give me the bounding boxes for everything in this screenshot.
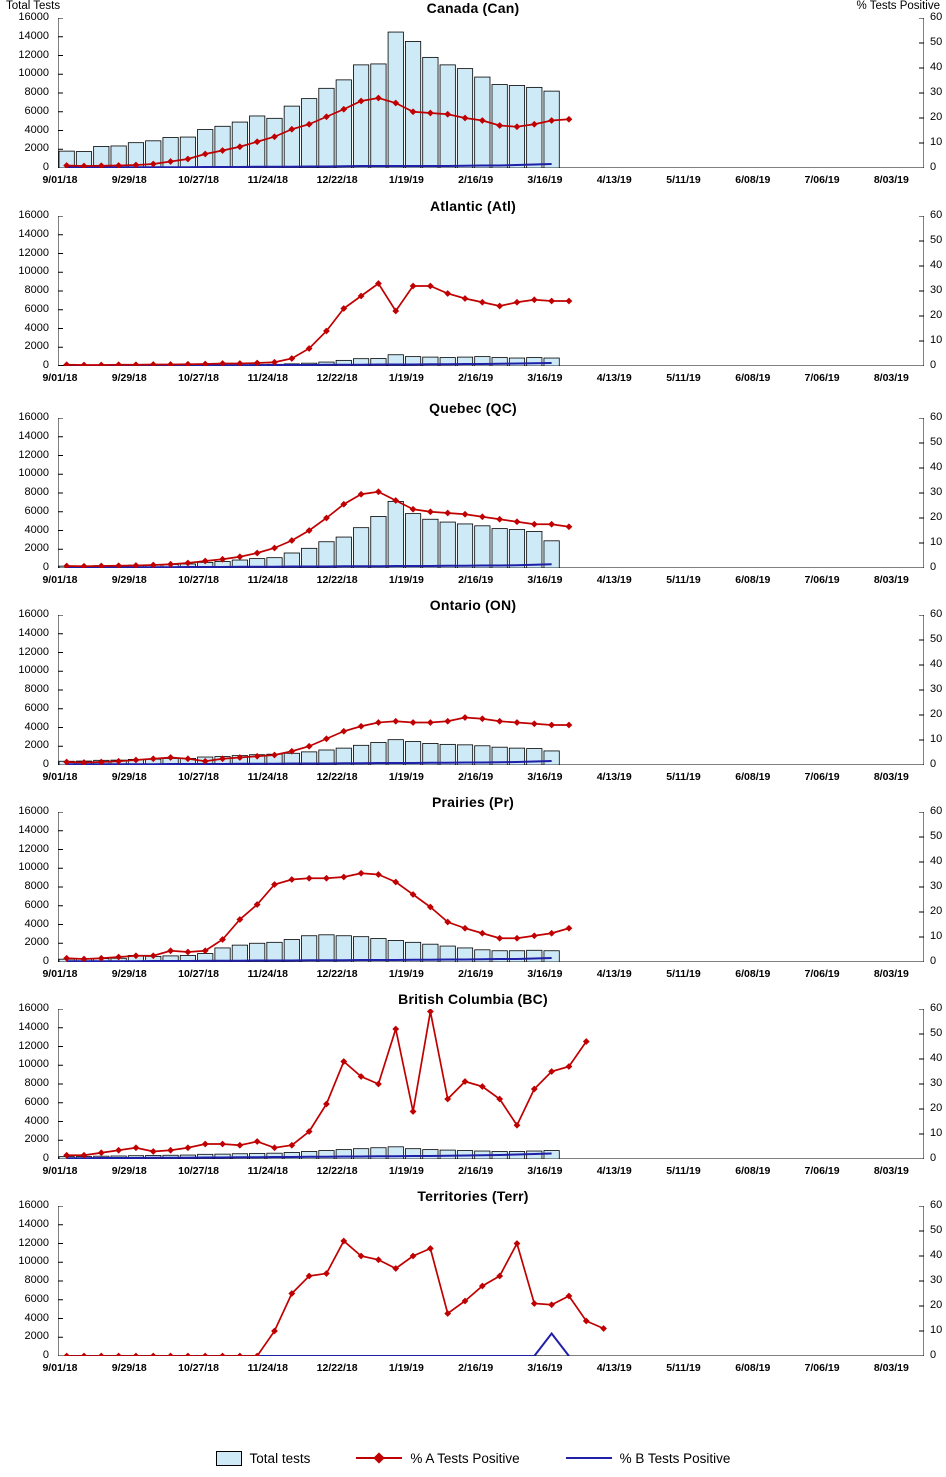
x-axis-tick: 12/22/18 (316, 372, 358, 384)
x-axis-tick: 2/16/19 (458, 968, 494, 980)
x-axis-tick: 9/29/18 (111, 372, 147, 384)
y-axis-left-tick: 16000 (18, 11, 49, 23)
x-axis-tick: 1/19/19 (388, 771, 424, 783)
y-axis-left-tick: 16000 (18, 805, 49, 817)
x-axis-tick: 9/29/18 (111, 968, 147, 980)
x-axis-tick: 4/13/19 (596, 968, 632, 980)
y-axis-right-tick: 60 (930, 209, 943, 221)
y-axis-left-tick: 10000 (18, 67, 49, 80)
x-axis-tick: 2/16/19 (458, 1362, 494, 1374)
y-axis-left-tick: 0 (42, 1152, 49, 1164)
x-axis-tick: 9/29/18 (111, 1165, 147, 1177)
y-axis-left-tick: 0 (42, 955, 49, 967)
x-axis-tick: 2/16/19 (458, 372, 494, 384)
x-axis-tick: 9/29/18 (111, 574, 147, 586)
x-axis-tick: 10/27/18 (178, 574, 219, 586)
x-axis-tick: 5/11/19 (666, 174, 701, 186)
x-axis-tick: 6/08/19 (735, 1362, 771, 1374)
y-axis-right-tick: 50 (930, 36, 943, 48)
legend-label: Total tests (249, 1450, 311, 1466)
x-axis-tick: 9/29/18 (111, 771, 147, 783)
panel-title: Atlantic (Atl) (429, 198, 516, 214)
x-axis-tick: 7/06/19 (804, 174, 840, 186)
y-axis-right-tick: 40 (930, 461, 943, 473)
panel-territories (0, 1188, 946, 1386)
y-axis-right-tick: 60 (930, 1002, 943, 1014)
legend-label: % B Tests Positive (619, 1450, 731, 1466)
y-axis-left-tick: 6000 (24, 1095, 49, 1108)
x-axis-tick: 9/01/18 (42, 771, 78, 783)
y-axis-left-tick: 16000 (18, 1002, 49, 1014)
plot-area (58, 1206, 924, 1356)
x-axis-tick: 6/08/19 (735, 1165, 771, 1177)
line-marker-swatch-icon (356, 1452, 402, 1464)
y-axis-left-tick: 14000 (18, 29, 49, 42)
x-axis-tick: 12/22/18 (316, 1362, 358, 1374)
y-axis-left-tick: 16000 (18, 608, 49, 620)
y-axis-left-tick: 6000 (24, 504, 49, 517)
legend-label: % A Tests Positive (410, 1450, 520, 1466)
x-axis-tick: 1/19/19 (388, 574, 424, 586)
y-axis-left-tick: 14000 (18, 823, 49, 836)
y-axis-right-tick: 20 (930, 1102, 943, 1114)
x-axis-tick: 5/11/19 (666, 1165, 701, 1177)
y-axis-right-tick: 0 (930, 1349, 937, 1361)
x-axis-tick: 6/08/19 (735, 174, 771, 186)
x-axis-tick: 11/24/18 (247, 174, 288, 186)
x-axis-tick: 12/22/18 (316, 771, 358, 783)
chart-legend (0, 1443, 946, 1473)
y-axis-left-tick: 8000 (24, 880, 49, 892)
y-axis-right-tick: 30 (930, 683, 943, 695)
legend-item-total-tests (216, 1451, 311, 1466)
y-axis-left-tick: 12000 (18, 1236, 49, 1249)
y-axis-left-tick: 4000 (24, 1114, 49, 1127)
y-axis-right-tick: 10 (930, 136, 943, 148)
y-axis-left-tick: 6000 (24, 1292, 49, 1305)
y-axis-left-tick: 10000 (18, 467, 49, 480)
y-axis-left-tick: 12000 (18, 246, 49, 259)
y-axis-right-tick: 60 (930, 1199, 943, 1211)
x-axis-tick: 5/11/19 (666, 968, 701, 980)
y-axis-left-tick: 2000 (24, 1330, 49, 1343)
panel-quebec (0, 400, 946, 598)
y-axis-left-tick: 10000 (18, 861, 49, 874)
x-axis-tick: 3/16/19 (527, 1362, 563, 1374)
y-axis-right-tick: 40 (930, 658, 943, 670)
x-axis-tick: 9/01/18 (42, 574, 78, 586)
y-axis-left-tick: 16000 (18, 411, 49, 423)
x-axis-tick: 6/08/19 (735, 968, 771, 980)
x-axis-tick: 4/13/19 (596, 174, 632, 186)
y-axis-left-tick: 10000 (18, 1255, 49, 1268)
x-axis-tick: 5/11/19 (666, 372, 701, 384)
y-axis-right-tick: 20 (930, 309, 943, 321)
x-axis-tick: 4/13/19 (596, 1362, 632, 1374)
y-axis-left-tick: 10000 (18, 664, 49, 677)
x-axis-tick: 12/22/18 (316, 574, 358, 586)
x-axis-tick: 5/11/19 (666, 574, 701, 586)
x-axis-tick: 4/13/19 (596, 372, 632, 384)
plot-area (58, 18, 924, 168)
y-axis-right-tick: 50 (930, 1027, 943, 1039)
y-axis-left-tick: 2000 (24, 739, 49, 752)
y-axis-right-tick: 0 (930, 561, 937, 573)
x-axis-tick: 3/16/19 (527, 771, 563, 783)
y-axis-left-tick: 14000 (18, 227, 49, 240)
y-axis-right-tick: 40 (930, 855, 943, 867)
y-axis-left-tick: 0 (42, 561, 49, 573)
y-axis-left-tick: 12000 (18, 48, 49, 61)
y-axis-right-tick: 30 (930, 284, 943, 296)
panel-title: British Columbia (BC) (398, 991, 548, 1007)
x-axis-tick: 7/06/19 (804, 1362, 840, 1374)
plot-area (58, 615, 924, 765)
x-axis-tick: 10/27/18 (178, 372, 219, 384)
y-axis-left-tick: 6000 (24, 898, 49, 911)
y-axis-right-tick: 50 (930, 633, 943, 645)
x-axis-tick: 7/06/19 (804, 968, 840, 980)
y-axis-right-tick: 20 (930, 905, 943, 917)
x-axis-tick: 11/24/18 (247, 771, 288, 783)
x-axis-tick: 11/24/18 (247, 372, 288, 384)
x-axis-tick: 9/29/18 (111, 1362, 147, 1374)
x-axis-tick: 2/16/19 (458, 174, 494, 186)
plot-area (58, 812, 924, 962)
x-axis-tick: 12/22/18 (316, 968, 358, 980)
y-axis-left-tick: 12000 (18, 448, 49, 461)
x-axis-tick: 9/29/18 (111, 174, 147, 186)
y-axis-right-tick: 0 (930, 161, 937, 173)
y-axis-right-tick: 10 (930, 930, 943, 942)
y-axis-left-tick: 8000 (24, 683, 49, 695)
y-axis-left-tick: 4000 (24, 321, 49, 334)
x-axis-tick: 9/01/18 (42, 1165, 78, 1177)
plot-area (58, 1009, 924, 1159)
panel-canada (0, 0, 946, 198)
x-axis-tick: 4/13/19 (596, 771, 632, 783)
y-axis-left-tick: 6000 (24, 302, 49, 315)
panel-title: Quebec (QC) (429, 400, 517, 416)
x-axis-tick: 10/27/18 (178, 1362, 219, 1374)
x-axis-tick: 11/24/18 (247, 1165, 288, 1177)
x-axis-tick: 1/19/19 (388, 968, 424, 980)
y-axis-right-tick: 50 (930, 830, 943, 842)
y-axis-right-tick: 30 (930, 1077, 943, 1089)
x-axis-tick: 4/13/19 (596, 574, 632, 586)
plot-area (58, 418, 924, 568)
x-axis-tick: 4/13/19 (596, 1165, 632, 1177)
legend-item-b-positive (566, 1451, 731, 1466)
x-axis-tick: 7/06/19 (804, 1165, 840, 1177)
x-axis-tick: 6/08/19 (735, 372, 771, 384)
panel-title: Prairies (Pr) (432, 794, 514, 810)
x-axis-tick: 2/16/19 (458, 771, 494, 783)
y-axis-right-tick: 50 (930, 234, 943, 246)
x-axis-tick: 10/27/18 (178, 771, 219, 783)
x-axis-tick: 1/19/19 (388, 1362, 424, 1374)
y-axis-left-tick: 4000 (24, 123, 49, 136)
y-axis-right-tick: 30 (930, 1274, 943, 1286)
y-axis-left-tick: 2000 (24, 340, 49, 353)
x-axis-tick: 9/01/18 (42, 968, 78, 980)
x-axis-tick: 3/16/19 (527, 574, 563, 586)
y-axis-left-tick: 2000 (24, 1133, 49, 1146)
bar-swatch-icon (216, 1451, 242, 1466)
y-axis-right-tick: 10 (930, 334, 943, 346)
y-axis-right-tick: 0 (930, 955, 937, 967)
y-axis-right-tick: 20 (930, 1299, 943, 1311)
y-axis-right-tick: 60 (930, 805, 943, 817)
x-axis-tick: 8/03/19 (873, 1165, 909, 1177)
y-axis-left-tick: 14000 (18, 626, 49, 639)
y-axis-right-tick: 60 (930, 11, 943, 23)
x-axis-tick: 8/03/19 (873, 174, 909, 186)
y-axis-left-tick: 6000 (24, 701, 49, 714)
y-axis-right-tick: 30 (930, 86, 943, 98)
x-axis-tick: 8/03/19 (873, 1362, 909, 1374)
y-axis-right-tick: 10 (930, 536, 943, 548)
y-axis-right-tick: 30 (930, 486, 943, 498)
x-axis-tick: 9/01/18 (42, 1362, 78, 1374)
y-axis-right-tick: 50 (930, 436, 943, 448)
x-axis-tick: 6/08/19 (735, 771, 771, 783)
y-axis-left-tick: 10000 (18, 1058, 49, 1071)
y-axis-right-tick: 40 (930, 1249, 943, 1261)
y-axis-left-tick: 8000 (24, 1077, 49, 1089)
y-axis-left-tick: 4000 (24, 917, 49, 930)
x-axis-tick: 7/06/19 (804, 372, 840, 384)
x-axis-tick: 7/06/19 (804, 574, 840, 586)
x-axis-tick: 11/24/18 (247, 574, 288, 586)
y-axis-left-tick: 8000 (24, 1274, 49, 1286)
y-axis-left-tick: 12000 (18, 645, 49, 658)
y-axis-right-tick: 0 (930, 1152, 937, 1164)
y-axis-right-tick: 20 (930, 511, 943, 523)
panel-prairies (0, 794, 946, 992)
y-axis-left-tick: 8000 (24, 486, 49, 498)
y-axis-right-tick: 40 (930, 1052, 943, 1064)
y-axis-right-tick: 20 (930, 111, 943, 123)
right-axis-title: % Tests Positive (856, 0, 940, 12)
x-axis-tick: 6/08/19 (735, 574, 771, 586)
line-swatch-icon (566, 1452, 612, 1464)
y-axis-left-tick: 12000 (18, 842, 49, 855)
x-axis-tick: 8/03/19 (873, 771, 909, 783)
y-axis-left-tick: 0 (42, 161, 49, 173)
y-axis-right-tick: 30 (930, 880, 943, 892)
y-axis-right-tick: 0 (930, 758, 937, 770)
x-axis-tick: 7/06/19 (804, 771, 840, 783)
x-axis-tick: 11/24/18 (247, 968, 288, 980)
panel-title: Ontario (ON) (429, 597, 517, 613)
y-axis-right-tick: 60 (930, 411, 943, 423)
y-axis-left-tick: 4000 (24, 523, 49, 536)
y-axis-left-tick: 12000 (18, 1039, 49, 1052)
panel-british-columbia (0, 991, 946, 1189)
plot-area (58, 216, 924, 366)
y-axis-right-tick: 40 (930, 61, 943, 73)
x-axis-tick: 1/19/19 (388, 1165, 424, 1177)
panel-atlantic (0, 198, 946, 396)
x-axis-tick: 11/24/18 (247, 1362, 288, 1374)
x-axis-tick: 1/19/19 (388, 174, 424, 186)
x-axis-tick: 2/16/19 (458, 574, 494, 586)
x-axis-tick: 10/27/18 (178, 1165, 219, 1177)
x-axis-tick: 9/01/18 (42, 372, 78, 384)
y-axis-left-tick: 16000 (18, 209, 49, 221)
y-axis-right-tick: 40 (930, 259, 943, 271)
y-axis-right-tick: 10 (930, 1127, 943, 1139)
y-axis-right-tick: 10 (930, 1324, 943, 1336)
x-axis-tick: 8/03/19 (873, 968, 909, 980)
y-axis-right-tick: 60 (930, 608, 943, 620)
x-axis-tick: 9/01/18 (42, 174, 78, 186)
y-axis-left-tick: 10000 (18, 265, 49, 278)
y-axis-right-tick: 20 (930, 708, 943, 720)
x-axis-tick: 5/11/19 (666, 771, 701, 783)
x-axis-tick: 3/16/19 (527, 1165, 563, 1177)
y-axis-left-tick: 2000 (24, 142, 49, 155)
y-axis-left-tick: 0 (42, 758, 49, 770)
x-axis-tick: 3/16/19 (527, 372, 563, 384)
x-axis-tick: 1/19/19 (388, 372, 424, 384)
panel-title: Canada (Can) (426, 0, 520, 16)
panel-title: Territories (Terr) (417, 1188, 529, 1204)
x-axis-tick: 5/11/19 (666, 1362, 701, 1374)
y-axis-left-tick: 6000 (24, 104, 49, 117)
legend-item-a-positive (356, 1451, 519, 1466)
y-axis-left-tick: 8000 (24, 86, 49, 98)
x-axis-tick: 12/22/18 (316, 174, 358, 186)
x-axis-tick: 3/16/19 (527, 968, 563, 980)
y-axis-left-tick: 8000 (24, 284, 49, 296)
left-axis-title: Total Tests (6, 0, 61, 12)
y-axis-left-tick: 16000 (18, 1199, 49, 1211)
x-axis-tick: 10/27/18 (178, 174, 219, 186)
panel-ontario (0, 597, 946, 795)
x-axis-tick: 8/03/19 (873, 372, 909, 384)
y-axis-left-tick: 0 (42, 359, 49, 371)
y-axis-left-tick: 14000 (18, 1020, 49, 1033)
y-axis-left-tick: 2000 (24, 936, 49, 949)
x-axis-tick: 12/22/18 (316, 1165, 358, 1177)
y-axis-left-tick: 14000 (18, 1217, 49, 1230)
y-axis-left-tick: 0 (42, 1349, 49, 1361)
y-axis-right-tick: 10 (930, 733, 943, 745)
y-axis-left-tick: 2000 (24, 542, 49, 555)
y-axis-left-tick: 14000 (18, 429, 49, 442)
x-axis-tick: 8/03/19 (873, 574, 909, 586)
y-axis-left-tick: 4000 (24, 720, 49, 733)
x-axis-tick: 10/27/18 (178, 968, 219, 980)
y-axis-right-tick: 50 (930, 1224, 943, 1236)
x-axis-tick: 2/16/19 (458, 1165, 494, 1177)
x-axis-tick: 3/16/19 (527, 174, 563, 186)
y-axis-left-tick: 4000 (24, 1311, 49, 1324)
y-axis-right-tick: 0 (930, 359, 937, 371)
